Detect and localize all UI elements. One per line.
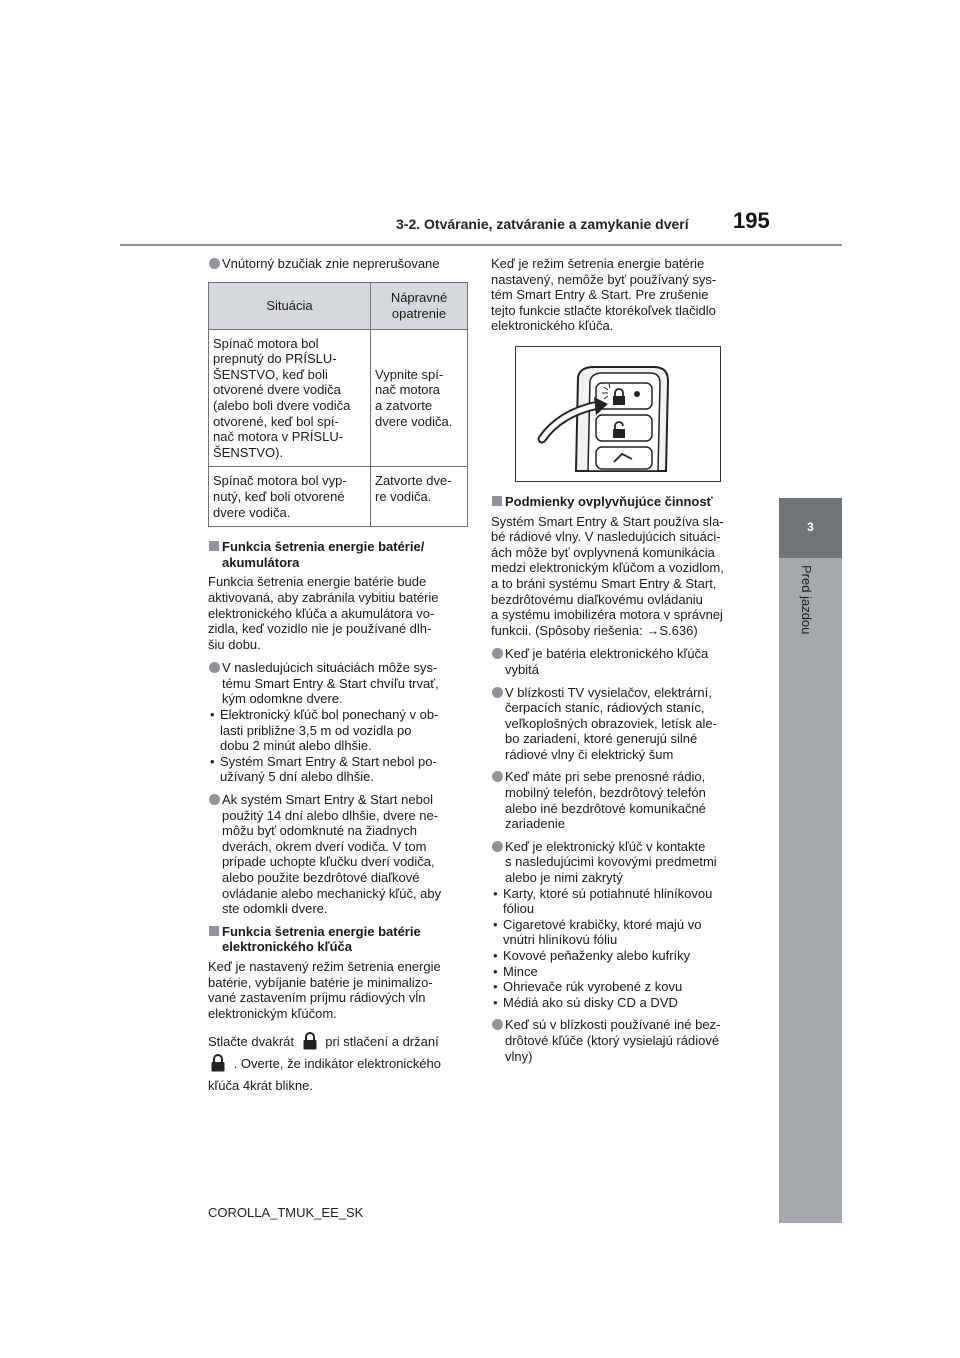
table-cell-remedy: Vypnite spí- nač motora a zatvorte dvere vodiča. — [371, 329, 468, 467]
bullet-delay: V nasledujúcich situáciách môže sys- tému Smart Entry & Start chvíľu trvať, kým odomkne dvere. — [208, 660, 470, 707]
table-header-situation: Situácia — [209, 282, 371, 329]
bullet-metal-objects: Keď je elektronický kľúč v kontakte s nasledujúcimi kovovými predmetmi alebo je nimi zakrytý — [491, 839, 753, 886]
bullet-devices: Keď máte pri sebe prenosné rádio, mobilný telefón, bezdrôtový telefón alebo iné bezdrôtové komunikačné zariadenie — [491, 769, 753, 831]
bullet-intro: Vnútorný bzučiak znie neprerušovane — [208, 256, 470, 272]
bullet-radio-waves: V blízkosti TV vysielačov, elektrární, čerpacích staníc, rádiových staníc, veľkoplošných obrazoviek, letísk ale- bo zariadení, ktoré generujú silné rádiové vlny či elektrický šum — [491, 685, 753, 763]
situation-table — [208, 282, 468, 528]
key-fob-icon — [516, 347, 720, 481]
table-header-remedy: Nápravné opatrenie — [371, 282, 468, 329]
table-row — [209, 467, 468, 527]
bullet-14-days: Ak systém Smart Entry & Start nebol použitý 14 dní alebo dlhšie, dvere ne- môžu byť odomknuté na žiadnych dverách, okrem dverí vodiča. V tom prípade uchopte kľučku dverí vodiča, alebo použite bezdrôtové diaľkové ovládanie alebo mechanický kľúč, aby ste odomkli dvere. — [208, 792, 470, 917]
sub-item: • Systém Smart Entry & Start nebol po- užívaný 5 dní alebo dlhšie. — [208, 754, 470, 785]
chapter-side-bar — [779, 558, 842, 1223]
table-cell-situation: Spínač motora bol prepnutý do PRÍSLU- ŠENSTVO, keď boli otvorené dvere vodiča (alebo boli dvere vodiča otvorené, keď bol spí- nač motora v PRÍSLU- ŠENSTVO). — [209, 329, 371, 467]
battery-saver-text: Funkcia šetrenia energie batérie bude aktivovaná, aby zabránila vybitiu batérie elektronického kľúča a akumulátora vo- zidla, keď vozidlo nie je používané dlh- šiu dobu. — [208, 574, 439, 652]
lock-icon — [210, 1054, 226, 1072]
sub-item: • Kovové peňaženky alebo kufríky — [491, 948, 753, 964]
section-title: 3-2. Otváranie, zatváranie a zamykanie dverí — [396, 216, 689, 232]
sub-item: • Mince — [491, 964, 753, 980]
table-cell-remedy: Zatvorte dve- re vodiča. — [371, 467, 468, 527]
chapter-name: Pred jazdou — [799, 565, 814, 635]
right-column — [491, 256, 753, 1071]
lock-icon — [302, 1032, 318, 1050]
right-intro-text: Keď je režim šetrenia energie batérie nastavený, nemôže byť používaný sys- tém Smart Entry & Start. Pre zrušenie tejto funkcie stlačte ktorékoľvek tlačidlo elektronického kľúča. — [491, 256, 717, 334]
sub-item: • Cigaretové krabičky, ktoré majú vo vnútri hliníkovú fóliu — [491, 917, 753, 948]
key-saver-instruction: Stlačte dvakrát pri stlačení a držaní . Overte, že indikátor elektronického kľúča 4krát blikne. — [208, 1034, 442, 1094]
conditions-text: Systém Smart Entry & Start používa sla- bé rádiové vlny. V nasledujúcich situáci- ách môže byť ovplyvnená komunikácia medzi elektronickým kľúčom a vozidlom, a to bráni systému Smart Entry & Start, bezdrôtovému diaľkovému ovládaniu a systému imobilizéra motora v správnej funkcii. (Spôsoby riešenia: →S.636) — [491, 513, 724, 638]
key-fob-figure — [515, 346, 721, 482]
sub-item: • Karty, ktoré sú potiahnuté hliníkovou fóliou — [491, 886, 753, 917]
bullet-other-keys: Keď sú v blízkosti používané iné bez- drôtové kľúče (ktorý vysielajú rádiové vlny) — [491, 1017, 753, 1064]
battery-saver-title: Funkcia šetrenia energie batérie/ akumulátora — [208, 539, 470, 570]
header-divider — [120, 244, 842, 246]
table-row — [209, 329, 468, 467]
key-saver-text: Keď je nastavený režim šetrenia energie batérie, vybíjanie batérie je minimalizo- vané zastavením príjmu rádiových vĺn elektronickým kľúčom. — [208, 958, 441, 1021]
table-cell-situation: Spínač motora bol vyp- nutý, keď boli otvorené dvere vodiča. — [209, 467, 371, 527]
sub-item: • Ohrievače rúk vyrobené z kovu — [491, 979, 753, 995]
bullet-battery-dead: Keď je batéria elektronického kľúča vybitá — [491, 646, 753, 677]
sub-item: • Elektronický kľúč bol ponechaný v ob- lasti približne 3,5 m od vozidla po dobu 2 minút alebo dlhšie. — [208, 707, 470, 754]
document-code: COROLLA_TMUK_EE_SK — [208, 1205, 364, 1220]
key-saver-title: Funkcia šetrenia energie batérie elektronického kľúča — [208, 924, 470, 955]
page-number: 195 — [733, 208, 770, 233]
sub-item: • Médiá ako sú disky CD a DVD — [491, 995, 753, 1011]
left-column — [208, 256, 470, 1105]
conditions-title: Podmienky ovplyvňujúce činnosť — [491, 494, 753, 510]
chapter-number: 3 — [807, 520, 814, 534]
